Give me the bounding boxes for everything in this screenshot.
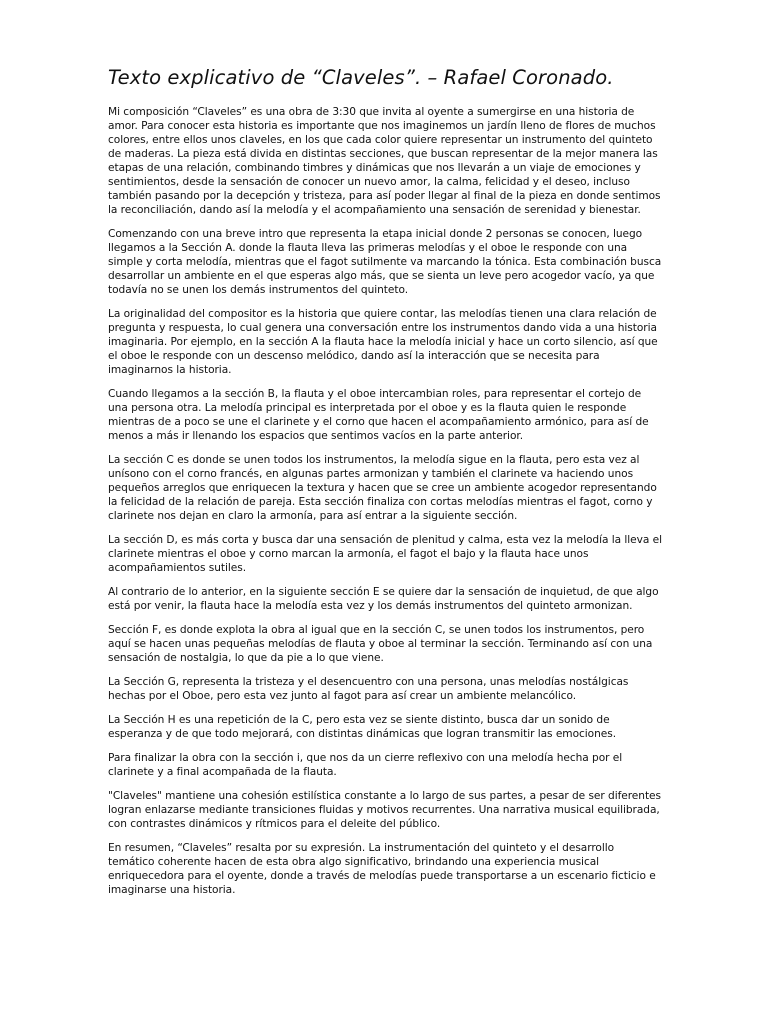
paragraph-section-b: Cuando llegamos a la sección B, la flauta y el oboe intercambian roles, para representar el cortejo de una persona otra. La melodía principal es interpretada por el oboe y es la flauta quien le responde mientras de a poco se une el clarinete y el corno que hacen el acompañamiento armónico, para así de menos a más ir llenando los espacios que sentimos vacíos en la parte anterior. [108,388,649,442]
paragraph-originality: La originalidad del compositor es la historia que quiere contar, las melodías tienen una clara relación de pregunta y respuesta, lo cual genera una conversación entre los instrumentos dando vida a una historia imaginaria. Por ejemplo, en la sección A la flauta hace la melodía inicial y hace un corto silencio, así que el oboe le responde con un descenso melódico, dando así la interacción que se necesita para imaginarnos la historia. [108,308,658,376]
paragraph-section-d: La sección D, es más corta y busca dar una sensación de plenitud y calma, esta vez la melodía la lleva el clarinete mientras el oboe y corno marcan la armonía, el fagot el bajo y la flauta hace unos acompañamientos sutiles. [108,534,662,574]
document-title: Texto explicativo de “Claveles”. – Rafael Coronado. [108,66,614,89]
paragraph-section-h: La Sección H es una repetición de la C, pero esta vez se siente distinto, busca dar un sonido de esperanza y de que todo mejorará, con distintas dinámicas que logran transmitir las emociones. [108,714,617,740]
document-page [108,66,662,907]
paragraph-intro: Mi composición “Claveles” es una obra de 3:30 que invita al oyente a sumergirse en una historia de amor. Para conocer esta historia es importante que nos imaginemos un jardín lleno de flores de muchos colores, entre ellos unos claveles, en los que cada color quiere representar un instrumento del quinteto de maderas. La pieza está divida en distintas secciones, que buscan representar de la mejor manera las etapas de una relación, combinando timbres y dinámicas que nos llevarán a un viaje de emociones y sentimientos, desde la sensación de conocer un nuevo amor, la calma, felicidad y el deseo, incluso también pasando por la decepción y tristeza, para así poder llegar al final de la pieza en donde sentimos la reconciliación, dando así la melodía y el acompañamiento una sensación de serenidad y bienestar. [108,106,661,216]
paragraph-section-c: La sección C es donde se unen todos los instrumentos, la melodía sigue en la flauta, pero esta vez al unísono con el corno francés, en algunas partes armonizan y también el clarinete va haciendo unos pequeños arreglos que enriquecen la textura y hacen que se cree un ambiente acogedor representando la felicidad de la relación de pareja. Esta sección finaliza con cortas melodías mientras el fagot, corno y clarinete nos dejan en claro la armonía, para así entrar a la siguiente sección. [108,454,657,522]
paragraph-summary: En resumen, “Claveles” resalta por su expresión. La instrumentación del quinteto y el desarrollo temático coherente hacen de esta obra algo significativo, brindando una experiencia musical enriquecedora para el oyente, donde a través de melodías puede transportarse a un escenario ficticio e imaginarse una historia. [108,842,656,896]
paragraph-section-f: Sección F, es donde explota la obra al igual que en la sección C, se unen todos los instrumentos, pero aquí se hacen unas pequeñas melodías de flauta y oboe al terminar la sección. Terminando así con una sensación de nostalgia, lo que da pie a lo que viene. [108,624,653,664]
paragraph-section-e: Al contrario de lo anterior, en la siguiente sección E se quiere dar la sensación de inquietud, de que algo está por venir, la flauta hace la melodía esta vez y los demás instrumentos del quinteto armonizan. [108,586,659,612]
paragraph-section-g: La Sección G, representa la tristeza y el desencuentro con una persona, unas melodías nostálgicas hechas por el Oboe, pero esta vez junto al fagot para así crear un ambiente melancólico. [108,676,629,702]
paragraph-section-i: Para finalizar la obra con la sección i, que nos da un cierre reflexivo con una melodía hecha por el clarinete y a final acompañada de la flauta. [108,752,623,778]
paragraph-cohesion: "Claveles" mantiene una cohesión estilística constante a lo largo de sus partes, a pesar de ser diferentes logran enlazarse mediante transiciones fluidas y motivos recurrentes. Una narrativa musical equilibrada, con contrastes dinámicos y rítmicos para el deleite del público. [108,790,661,830]
paragraph-section-a: Comenzando con una breve intro que representa la etapa inicial donde 2 personas se conocen, luego llegamos a la Sección A. donde la flauta lleva las primeras melodías y el oboe le responde con una simple y corta melodía, mientras que el fagot sutilmente va marcando la tónica. Esta combinación busca desarrollar un ambiente en el que esperas algo más, que se sienta un leve pero acogedor vacío, ya que todavía no se unen los demás instrumentos del quinteto. [108,228,662,296]
